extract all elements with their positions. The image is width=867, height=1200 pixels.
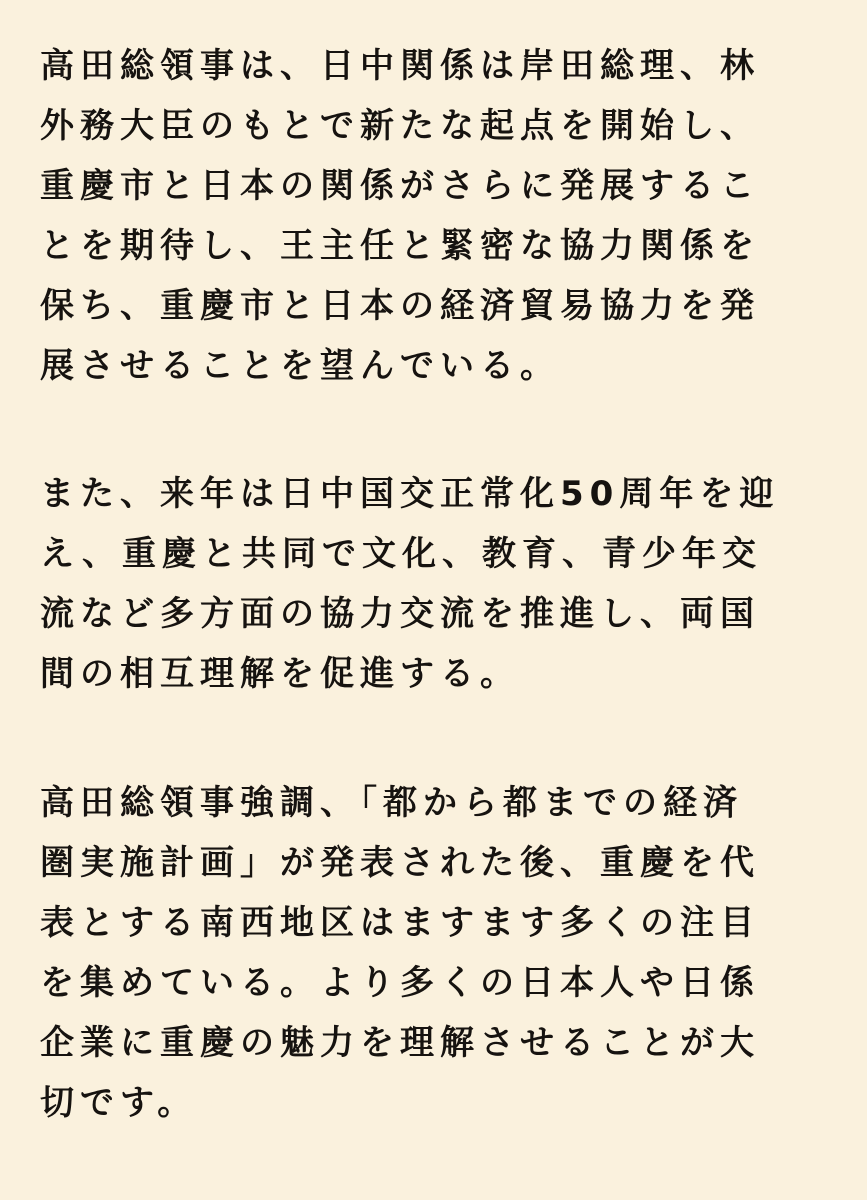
text-line: 外務大臣のもとで新たな起点を開始し、	[40, 106, 760, 146]
text-line: また、来年は日中国交正常化50周年を迎	[40, 474, 780, 514]
text-line: 高田総領事は、日中関係は岸田総理、林	[40, 46, 760, 86]
text-line: 重慶市と日本の関係がさらに発展するこ	[40, 166, 760, 206]
text-line: 表とする南西地区はますます多くの注目	[40, 903, 760, 943]
text-line: 流など多方面の協力交流を推進し、両国	[40, 594, 760, 634]
text-line: 展させることを望んでいる。	[40, 346, 560, 386]
text-line: 保ち、重慶市と日本の経済貿易協力を発	[40, 286, 760, 326]
text-line: え、重慶と共同で文化、教育、青少年交	[40, 534, 763, 574]
text-line: を集めている。より多くの日本人や日係	[40, 963, 760, 1003]
paragraph-2	[40, 464, 840, 704]
text-line: 圏実施計画」が発表された後、重慶を代	[40, 843, 760, 883]
paragraph-3	[40, 773, 840, 1133]
text-line: 間の相互理解を促進する。	[40, 654, 520, 694]
text-line: 切です。	[40, 1083, 198, 1123]
text-line: とを期待し、王主任と緊密な協力関係を	[40, 226, 760, 266]
text-line: 企業に重慶の魅力を理解させることが大	[40, 1023, 760, 1063]
paragraph-1	[40, 36, 840, 396]
text-line: 高田総領事強調、「都から都までの経済	[40, 783, 743, 823]
